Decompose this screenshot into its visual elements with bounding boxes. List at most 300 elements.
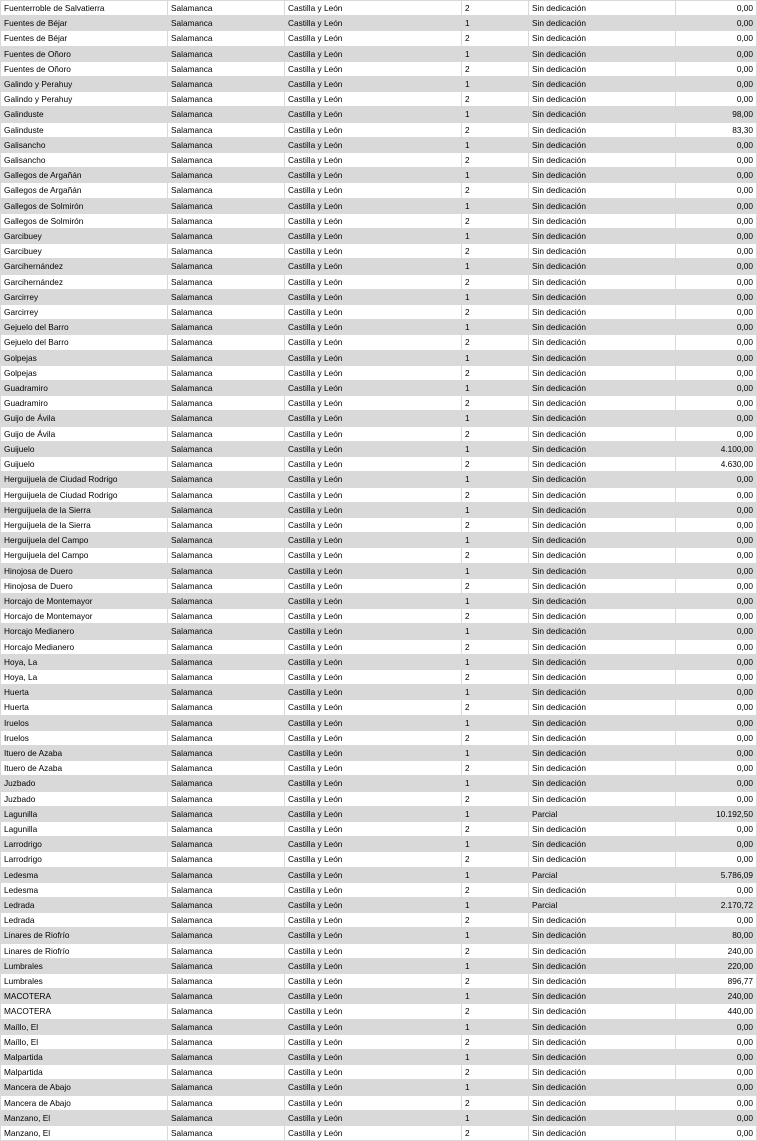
- cell-municipality: Mancera de Abajo: [1, 1095, 168, 1110]
- cell-amount: 0,00: [676, 16, 757, 31]
- table-row: [1, 229, 757, 244]
- cell-municipality: Guadramiro: [1, 381, 168, 396]
- cell-amount: 0,00: [676, 624, 757, 639]
- cell-number: 1: [462, 867, 529, 882]
- cell-province: Salamanca: [168, 715, 285, 730]
- cell-municipality: Hoya, La: [1, 669, 168, 684]
- table-row: [1, 897, 757, 912]
- cell-amount: 10.192,50: [676, 806, 757, 821]
- cell-number: 2: [462, 305, 529, 320]
- cell-amount: 0,00: [676, 517, 757, 532]
- cell-municipality: Huerta: [1, 685, 168, 700]
- table-row: [1, 198, 757, 213]
- cell-number: 2: [462, 244, 529, 259]
- cell-amount: 440,00: [676, 1004, 757, 1019]
- cell-region: Castilla y León: [285, 274, 462, 289]
- table-row: [1, 61, 757, 76]
- cell-province: Salamanca: [168, 639, 285, 654]
- cell-number: 1: [462, 472, 529, 487]
- cell-amount: 0,00: [676, 1050, 757, 1065]
- cell-number: 1: [462, 837, 529, 852]
- cell-amount: 0,00: [676, 305, 757, 320]
- cell-province: Salamanca: [168, 958, 285, 973]
- table-row: [1, 350, 757, 365]
- cell-province: Salamanca: [168, 1080, 285, 1095]
- cell-number: 2: [462, 700, 529, 715]
- cell-municipality: Ledesma: [1, 882, 168, 897]
- cell-number: 2: [462, 943, 529, 958]
- cell-province: Salamanca: [168, 517, 285, 532]
- cell-province: Salamanca: [168, 198, 285, 213]
- cell-municipality: Gejuelo del Barro: [1, 335, 168, 350]
- cell-dedication: Sin dedicación: [529, 654, 676, 669]
- cell-province: Salamanca: [168, 563, 285, 578]
- cell-region: Castilla y León: [285, 533, 462, 548]
- cell-municipality: Galinduste: [1, 107, 168, 122]
- cell-dedication: Sin dedicación: [529, 289, 676, 304]
- cell-province: Salamanca: [168, 776, 285, 791]
- cell-region: Castilla y León: [285, 578, 462, 593]
- cell-amount: 0,00: [676, 700, 757, 715]
- cell-dedication: Sin dedicación: [529, 791, 676, 806]
- cell-municipality: Golpejas: [1, 350, 168, 365]
- cell-amount: 0,00: [676, 487, 757, 502]
- table-row: [1, 335, 757, 350]
- cell-region: Castilla y León: [285, 609, 462, 624]
- cell-province: Salamanca: [168, 943, 285, 958]
- table-row: [1, 1080, 757, 1095]
- cell-dedication: Sin dedicación: [529, 928, 676, 943]
- table-row: [1, 761, 757, 776]
- cell-province: Salamanca: [168, 1050, 285, 1065]
- cell-amount: 0,00: [676, 183, 757, 198]
- cell-dedication: Sin dedicación: [529, 1019, 676, 1034]
- table-row: [1, 639, 757, 654]
- cell-number: 2: [462, 548, 529, 563]
- cell-region: Castilla y León: [285, 168, 462, 183]
- cell-region: Castilla y León: [285, 867, 462, 882]
- cell-amount: 0,00: [676, 837, 757, 852]
- cell-region: Castilla y León: [285, 928, 462, 943]
- cell-dedication: Sin dedicación: [529, 563, 676, 578]
- cell-number: 1: [462, 806, 529, 821]
- cell-number: 2: [462, 578, 529, 593]
- cell-region: Castilla y León: [285, 396, 462, 411]
- cell-municipality: Iruelos: [1, 730, 168, 745]
- cell-municipality: Juzbado: [1, 776, 168, 791]
- table-row: [1, 16, 757, 31]
- cell-region: Castilla y León: [285, 213, 462, 228]
- cell-region: Castilla y León: [285, 229, 462, 244]
- cell-municipality: Ituero de Azaba: [1, 745, 168, 760]
- cell-region: Castilla y León: [285, 472, 462, 487]
- cell-region: Castilla y León: [285, 441, 462, 456]
- cell-province: Salamanca: [168, 1065, 285, 1080]
- cell-province: Salamanca: [168, 1126, 285, 1141]
- cell-region: Castilla y León: [285, 335, 462, 350]
- table-row: [1, 1019, 757, 1034]
- table-row: [1, 1, 757, 16]
- cell-province: Salamanca: [168, 730, 285, 745]
- cell-amount: 0,00: [676, 198, 757, 213]
- cell-municipality: Galinduste: [1, 122, 168, 137]
- cell-municipality: Ledrada: [1, 897, 168, 912]
- cell-amount: 0,00: [676, 715, 757, 730]
- cell-amount: 98,00: [676, 107, 757, 122]
- cell-municipality: Gejuelo del Barro: [1, 320, 168, 335]
- cell-region: Castilla y León: [285, 16, 462, 31]
- cell-dedication: Sin dedicación: [529, 1065, 676, 1080]
- cell-province: Salamanca: [168, 745, 285, 760]
- cell-dedication: Sin dedicación: [529, 320, 676, 335]
- cell-municipality: Garcibuey: [1, 244, 168, 259]
- cell-province: Salamanca: [168, 685, 285, 700]
- cell-dedication: Sin dedicación: [529, 578, 676, 593]
- cell-dedication: Sin dedicación: [529, 1080, 676, 1095]
- cell-amount: 0,00: [676, 609, 757, 624]
- cell-municipality: Lagunilla: [1, 821, 168, 836]
- table-row: [1, 472, 757, 487]
- cell-province: Salamanca: [168, 487, 285, 502]
- cell-province: Salamanca: [168, 183, 285, 198]
- cell-region: Castilla y León: [285, 289, 462, 304]
- table-row: [1, 1004, 757, 1019]
- table-row: [1, 487, 757, 502]
- cell-region: Castilla y León: [285, 244, 462, 259]
- cell-number: 1: [462, 593, 529, 608]
- cell-province: Salamanca: [168, 1, 285, 16]
- cell-municipality: Galindo y Perahuy: [1, 77, 168, 92]
- cell-dedication: Sin dedicación: [529, 776, 676, 791]
- cell-municipality: Guijuelo: [1, 457, 168, 472]
- cell-municipality: Garcirrey: [1, 305, 168, 320]
- cell-municipality: Ituero de Azaba: [1, 761, 168, 776]
- cell-region: Castilla y León: [285, 350, 462, 365]
- cell-province: Salamanca: [168, 533, 285, 548]
- cell-province: Salamanca: [168, 1004, 285, 1019]
- cell-dedication: Sin dedicación: [529, 685, 676, 700]
- cell-number: 2: [462, 122, 529, 137]
- cell-number: 1: [462, 897, 529, 912]
- cell-municipality: Fuentes de Oñoro: [1, 46, 168, 61]
- cell-municipality: Herguijuela de la Sierra: [1, 502, 168, 517]
- table-row: [1, 305, 757, 320]
- cell-province: Salamanca: [168, 472, 285, 487]
- cell-municipality: Hoya, La: [1, 654, 168, 669]
- cell-dedication: Sin dedicación: [529, 593, 676, 608]
- cell-province: Salamanca: [168, 274, 285, 289]
- cell-amount: 0,00: [676, 92, 757, 107]
- cell-region: Castilla y León: [285, 700, 462, 715]
- cell-region: Castilla y León: [285, 837, 462, 852]
- cell-region: Castilla y León: [285, 624, 462, 639]
- cell-province: Salamanca: [168, 669, 285, 684]
- table-row: [1, 974, 757, 989]
- cell-province: Salamanca: [168, 441, 285, 456]
- cell-municipality: Herguijuela de Ciudad Rodrigo: [1, 487, 168, 502]
- cell-province: Salamanca: [168, 289, 285, 304]
- cell-region: Castilla y León: [285, 1, 462, 16]
- cell-dedication: Sin dedicación: [529, 700, 676, 715]
- cell-dedication: Sin dedicación: [529, 943, 676, 958]
- cell-number: 1: [462, 320, 529, 335]
- cell-municipality: Gallegos de Argañán: [1, 168, 168, 183]
- cell-number: 2: [462, 974, 529, 989]
- cell-dedication: Sin dedicación: [529, 1110, 676, 1125]
- cell-region: Castilla y León: [285, 821, 462, 836]
- cell-dedication: Sin dedicación: [529, 259, 676, 274]
- table-row: [1, 654, 757, 669]
- table-row: [1, 943, 757, 958]
- cell-dedication: Sin dedicación: [529, 974, 676, 989]
- cell-region: Castilla y León: [285, 46, 462, 61]
- cell-province: Salamanca: [168, 107, 285, 122]
- cell-amount: 0,00: [676, 821, 757, 836]
- cell-dedication: Sin dedicación: [529, 609, 676, 624]
- cell-region: Castilla y León: [285, 593, 462, 608]
- cell-amount: 0,00: [676, 1034, 757, 1049]
- table-row: [1, 609, 757, 624]
- cell-region: Castilla y León: [285, 639, 462, 654]
- cell-province: Salamanca: [168, 1034, 285, 1049]
- cell-dedication: Sin dedicación: [529, 958, 676, 973]
- cell-amount: 0,00: [676, 913, 757, 928]
- cell-municipality: Guijuelo: [1, 441, 168, 456]
- cell-region: Castilla y León: [285, 776, 462, 791]
- table-row: [1, 46, 757, 61]
- cell-municipality: Ledrada: [1, 913, 168, 928]
- cell-province: Salamanca: [168, 654, 285, 669]
- cell-amount: 0,00: [676, 1080, 757, 1095]
- cell-region: Castilla y León: [285, 791, 462, 806]
- cell-number: 2: [462, 1095, 529, 1110]
- cell-municipality: Lumbrales: [1, 974, 168, 989]
- cell-number: 1: [462, 563, 529, 578]
- cell-number: 1: [462, 198, 529, 213]
- cell-number: 2: [462, 365, 529, 380]
- cell-dedication: Sin dedicación: [529, 137, 676, 152]
- table-row: [1, 411, 757, 426]
- cell-municipality: Hinojosa de Duero: [1, 578, 168, 593]
- cell-province: Salamanca: [168, 761, 285, 776]
- cell-municipality: Larrodrigo: [1, 837, 168, 852]
- cell-province: Salamanca: [168, 153, 285, 168]
- cell-municipality: Herguijuela de la Sierra: [1, 517, 168, 532]
- cell-region: Castilla y León: [285, 1126, 462, 1141]
- cell-amount: 0,00: [676, 1065, 757, 1080]
- cell-number: 1: [462, 1110, 529, 1125]
- cell-province: Salamanca: [168, 122, 285, 137]
- cell-municipality: Mancera de Abajo: [1, 1080, 168, 1095]
- cell-region: Castilla y León: [285, 1080, 462, 1095]
- cell-dedication: Sin dedicación: [529, 426, 676, 441]
- cell-municipality: Horcajo de Montemayor: [1, 593, 168, 608]
- cell-number: 2: [462, 92, 529, 107]
- cell-region: Castilla y León: [285, 897, 462, 912]
- cell-number: 2: [462, 183, 529, 198]
- cell-amount: 0,00: [676, 1095, 757, 1110]
- cell-dedication: Sin dedicación: [529, 198, 676, 213]
- cell-number: 1: [462, 259, 529, 274]
- cell-dedication: Sin dedicación: [529, 761, 676, 776]
- cell-amount: 0,00: [676, 77, 757, 92]
- cell-province: Salamanca: [168, 1019, 285, 1034]
- cell-municipality: Malpartida: [1, 1065, 168, 1080]
- cell-number: 2: [462, 1, 529, 16]
- cell-region: Castilla y León: [285, 685, 462, 700]
- cell-municipality: Herguijuela del Campo: [1, 548, 168, 563]
- cell-dedication: Sin dedicación: [529, 92, 676, 107]
- cell-number: 1: [462, 16, 529, 31]
- cell-province: Salamanca: [168, 791, 285, 806]
- cell-region: Castilla y León: [285, 259, 462, 274]
- cell-dedication: Sin dedicación: [529, 502, 676, 517]
- cell-amount: 0,00: [676, 882, 757, 897]
- cell-dedication: Sin dedicación: [529, 533, 676, 548]
- cell-amount: 0,00: [676, 274, 757, 289]
- cell-municipality: Horcajo Medianero: [1, 624, 168, 639]
- table-row: [1, 685, 757, 700]
- cell-dedication: Sin dedicación: [529, 396, 676, 411]
- cell-municipality: Maíllo, El: [1, 1019, 168, 1034]
- cell-municipality: Garcirrey: [1, 289, 168, 304]
- cell-amount: 4.630,00: [676, 457, 757, 472]
- table-row: [1, 578, 757, 593]
- cell-dedication: Sin dedicación: [529, 441, 676, 456]
- cell-municipality: Fuentes de Béjar: [1, 31, 168, 46]
- cell-region: Castilla y León: [285, 654, 462, 669]
- cell-region: Castilla y León: [285, 61, 462, 76]
- cell-region: Castilla y León: [285, 502, 462, 517]
- cell-municipality: Guadramiro: [1, 396, 168, 411]
- cell-number: 2: [462, 791, 529, 806]
- cell-number: 2: [462, 882, 529, 897]
- cell-dedication: Sin dedicación: [529, 548, 676, 563]
- cell-dedication: Sin dedicación: [529, 411, 676, 426]
- cell-dedication: Sin dedicación: [529, 31, 676, 46]
- cell-province: Salamanca: [168, 396, 285, 411]
- cell-dedication: Sin dedicación: [529, 305, 676, 320]
- cell-province: Salamanca: [168, 259, 285, 274]
- cell-number: 1: [462, 381, 529, 396]
- cell-province: Salamanca: [168, 837, 285, 852]
- cell-number: 1: [462, 989, 529, 1004]
- table-row: [1, 821, 757, 836]
- cell-municipality: Gallegos de Argañán: [1, 183, 168, 198]
- cell-region: Castilla y León: [285, 107, 462, 122]
- cell-dedication: Sin dedicación: [529, 457, 676, 472]
- cell-number: 1: [462, 533, 529, 548]
- table-row: [1, 274, 757, 289]
- cell-amount: 0,00: [676, 411, 757, 426]
- table-row: [1, 1050, 757, 1065]
- cell-number: 1: [462, 776, 529, 791]
- cell-dedication: Sin dedicación: [529, 517, 676, 532]
- cell-amount: 0,00: [676, 654, 757, 669]
- cell-province: Salamanca: [168, 244, 285, 259]
- cell-amount: 0,00: [676, 168, 757, 183]
- cell-number: 1: [462, 441, 529, 456]
- table-row: [1, 426, 757, 441]
- cell-region: Castilla y León: [285, 320, 462, 335]
- table-row: [1, 882, 757, 897]
- cell-number: 2: [462, 61, 529, 76]
- cell-region: Castilla y León: [285, 715, 462, 730]
- cell-region: Castilla y León: [285, 1019, 462, 1034]
- cell-dedication: Sin dedicación: [529, 669, 676, 684]
- cell-dedication: Sin dedicación: [529, 1050, 676, 1065]
- cell-province: Salamanca: [168, 411, 285, 426]
- cell-amount: 0,00: [676, 1019, 757, 1034]
- table-row: [1, 517, 757, 532]
- cell-province: Salamanca: [168, 457, 285, 472]
- cell-number: 2: [462, 639, 529, 654]
- table-row: [1, 700, 757, 715]
- cell-number: 1: [462, 137, 529, 152]
- table-row: [1, 669, 757, 684]
- table-row: [1, 1110, 757, 1125]
- cell-region: Castilla y León: [285, 1050, 462, 1065]
- cell-municipality: MACOTERA: [1, 989, 168, 1004]
- cell-amount: 0,00: [676, 472, 757, 487]
- cell-number: 2: [462, 1065, 529, 1080]
- cell-municipality: Herguijuela del Campo: [1, 533, 168, 548]
- cell-number: 2: [462, 761, 529, 776]
- cell-province: Salamanca: [168, 1095, 285, 1110]
- cell-amount: 0,00: [676, 335, 757, 350]
- cell-province: Salamanca: [168, 852, 285, 867]
- cell-dedication: Parcial: [529, 867, 676, 882]
- cell-dedication: Sin dedicación: [529, 837, 676, 852]
- table-row: [1, 381, 757, 396]
- table-row: [1, 1034, 757, 1049]
- cell-dedication: Parcial: [529, 897, 676, 912]
- cell-number: 1: [462, 624, 529, 639]
- cell-province: Salamanca: [168, 213, 285, 228]
- cell-amount: 0,00: [676, 639, 757, 654]
- table-row: [1, 867, 757, 882]
- cell-number: 1: [462, 1019, 529, 1034]
- cell-dedication: Sin dedicación: [529, 715, 676, 730]
- cell-number: 1: [462, 715, 529, 730]
- cell-region: Castilla y León: [285, 730, 462, 745]
- cell-amount: 0,00: [676, 563, 757, 578]
- cell-amount: 0,00: [676, 730, 757, 745]
- cell-dedication: Sin dedicación: [529, 61, 676, 76]
- table-row: [1, 913, 757, 928]
- cell-number: 2: [462, 821, 529, 836]
- cell-amount: 0,00: [676, 548, 757, 563]
- cell-amount: 0,00: [676, 137, 757, 152]
- cell-dedication: Sin dedicación: [529, 107, 676, 122]
- cell-dedication: Sin dedicación: [529, 77, 676, 92]
- cell-amount: 0,00: [676, 1110, 757, 1125]
- cell-amount: 0,00: [676, 259, 757, 274]
- cell-number: 1: [462, 1080, 529, 1095]
- cell-region: Castilla y León: [285, 92, 462, 107]
- cell-dedication: Sin dedicación: [529, 821, 676, 836]
- cell-municipality: Maíllo, El: [1, 1034, 168, 1049]
- cell-region: Castilla y León: [285, 122, 462, 137]
- cell-municipality: Guijo de Ávila: [1, 426, 168, 441]
- table-row: [1, 1065, 757, 1080]
- cell-dedication: Sin dedicación: [529, 365, 676, 380]
- cell-number: 2: [462, 153, 529, 168]
- cell-province: Salamanca: [168, 700, 285, 715]
- cell-amount: 0,00: [676, 46, 757, 61]
- cell-number: 2: [462, 852, 529, 867]
- cell-dedication: Sin dedicación: [529, 852, 676, 867]
